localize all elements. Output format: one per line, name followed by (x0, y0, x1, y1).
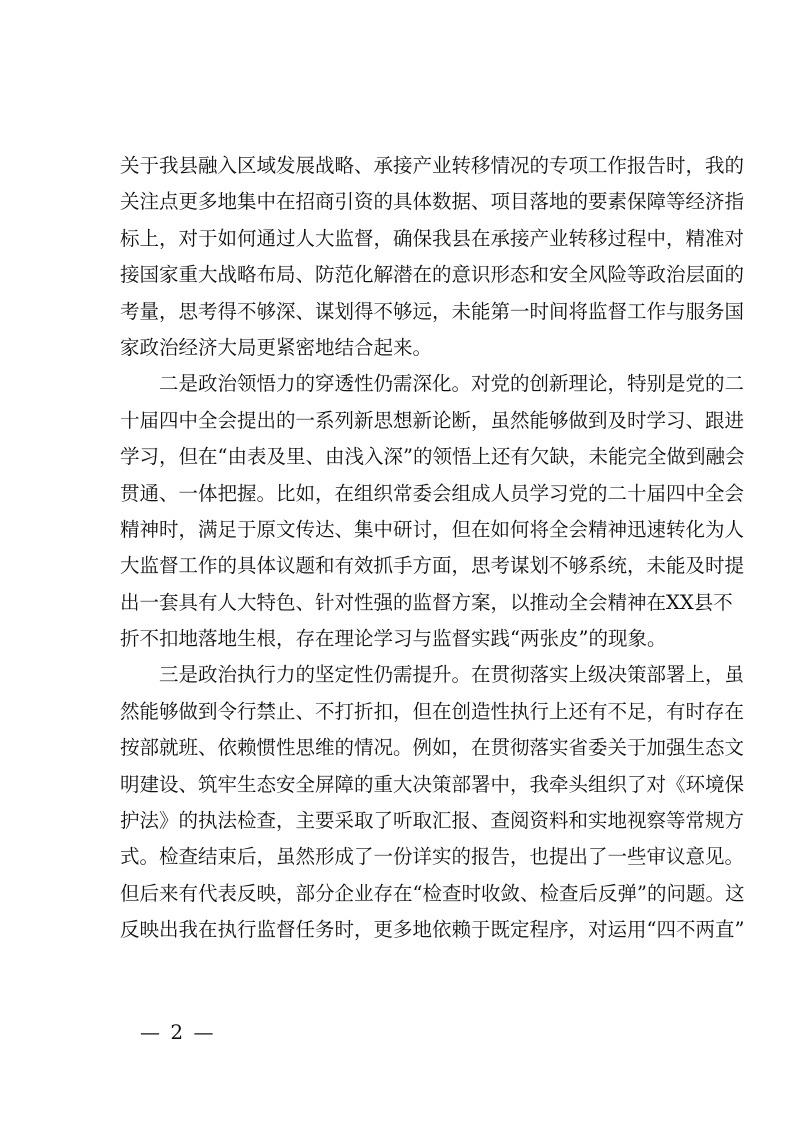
text-line: 接国家重大战略布局、防范化解潜在的意识形态和安全风险等政治层面的 (120, 263, 745, 287)
text-line: 学习，但在“由表及里、由浅入深”的领悟上还有欠缺，未能完全做到融会 (120, 445, 745, 469)
text-line: 折不扣地落地生根，存在理论学习与监督实践“两张皮”的现象。 (120, 627, 667, 651)
text-line: 护法》的执法检查，主要采取了听取汇报、查阅资料和实地视察等常规方 (120, 809, 745, 833)
paragraph-start-line: 三是政治执行力的坚定性仍需提升。在贯彻落实上级决策部署上，虽 (159, 663, 745, 687)
text-line: 反映出我在执行监督任务时，更多地依赖于既定程序，对运用“四不两直” (120, 918, 745, 942)
text-line: 家政治经济大局更紧密地结合起来。 (120, 335, 433, 359)
text-line: 大监督工作的具体议题和有效抓手方面，思考谋划不够系统，未能及时提 (120, 554, 745, 578)
text-line: 出一套具有人大特色、针对性强的监督方案，以推动全会精神在XX县不 (120, 590, 733, 614)
text-line: 十届四中全会提出的一系列新思想新论断，虽然能够做到及时学习、跟进 (120, 408, 745, 432)
text-line: 明建设、筑牢生态安全屏障的重大决策部署中，我牵头组织了对《环境保 (120, 772, 745, 796)
text-line: 按部就班、依赖惯性思维的情况。例如，在贯彻落实省委关于加强生态文 (120, 736, 745, 760)
paragraph-start-line: 二是政治领悟力的穿透性仍需深化。对党的创新理论，特别是党的二 (159, 372, 745, 396)
body-text (120, 148, 745, 949)
text-line: 标上，对于如何通过人大监督，确保我县在承接产业转移过程中，精准对 (120, 226, 745, 250)
text-line: 关注点更多地集中在招商引资的具体数据、项目落地的要素保障等经济指 (120, 190, 745, 214)
text-line: 考量，思考得不够深、谋划得不够远，未能第一时间将监督工作与服务国 (120, 299, 745, 323)
page-number: — 2 — (140, 1020, 216, 1044)
text-line: 然能够做到令行禁止、不打折扣，但在创造性执行上还有不足，有时存在 (120, 699, 745, 723)
text-line: 但后来有代表反映，部分企业存在“检查时收敛、检查后反弹”的问题。这 (120, 881, 745, 905)
text-line: 精神时，满足于原文传达、集中研讨，但在如何将全会精神迅速转化为人 (120, 517, 745, 541)
text-line: 贯通、一体把握。比如，在组织常委会组成人员学习党的二十届四中全会 (120, 481, 745, 505)
text-line: 式。检查结束后，虽然形成了一份详实的报告，也提出了一些审议意见。 (120, 845, 745, 869)
text-line: 关于我县融入区域发展战略、承接产业转移情况的专项工作报告时，我的 (120, 154, 745, 177)
